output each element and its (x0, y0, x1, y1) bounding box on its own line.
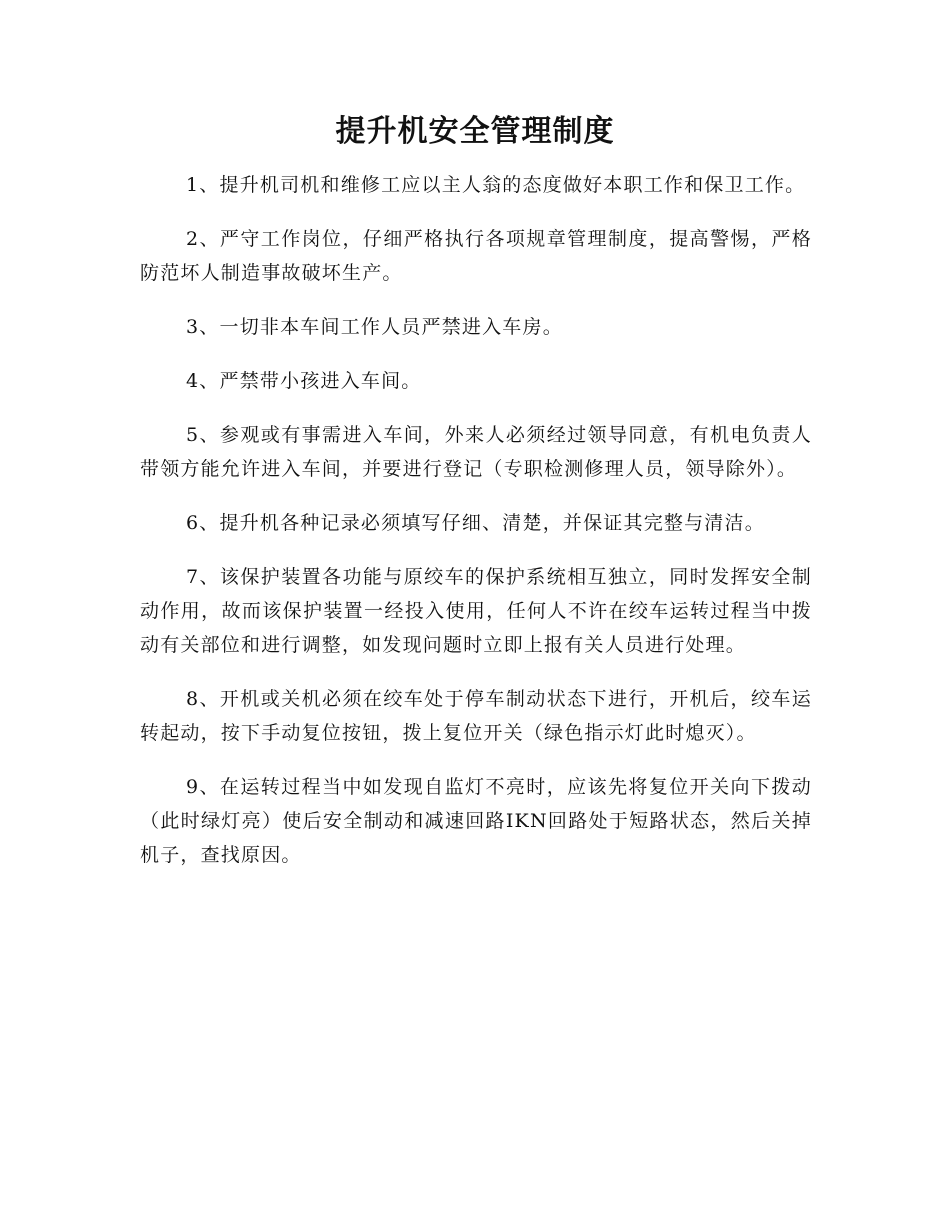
rule-paragraph-5: 5、参观或有事需进入车间，外来人必须经过领导同意，有机电负责人带领方能允许进入车间，并要进行登记（专职检测修理人员，领导除外）。 (140, 424, 812, 480)
rule-paragraph-4: 4、严禁带小孩进入车间。 (186, 370, 422, 392)
rule-paragraph-8: 8、开机或关机必须在绞车处于停车制动状态下进行，开机后，绞车运转起动，按下手动复位按钮，拨上复位开关（绿色指示灯此时熄灭）。 (140, 688, 812, 744)
rule-paragraph-2: 2、严守工作岗位，仔细严格执行各项规章管理制度，提高警惕，严格防范坏人制造事故破坏生产。 (140, 228, 812, 284)
document-body (140, 168, 812, 892)
rule-paragraph-7: 7、该保护装置各功能与原绞车的保护系统相互独立，同时发挥安全制动作用，故而该保护装置一经投入使用，任何人不许在绞车运转过程当中拨动有关部位和进行调整，如发现问题时立即上报有关人员进行处理。 (140, 566, 812, 656)
rule-paragraph-9: 9、在运转过程当中如发现自监灯不亮时，应该先将复位开关向下拨动（此时绿灯亮）使后安全制动和减速回路IKN回路处于短路状态，然后关掉机子，查找原因。 (140, 776, 812, 866)
rule-paragraph-3: 3、一切非本车间工作人员严禁进入车房。 (186, 316, 563, 338)
rule-paragraph-6: 6、提升机各种记录必须填写仔细、清楚，并保证其完整与清洁。 (186, 512, 765, 534)
rule-paragraph-1: 1、提升机司机和维修工应以主人翁的态度做好本职工作和保卫工作。 (186, 174, 806, 196)
document-title: 提升机安全管理制度 (335, 114, 615, 149)
